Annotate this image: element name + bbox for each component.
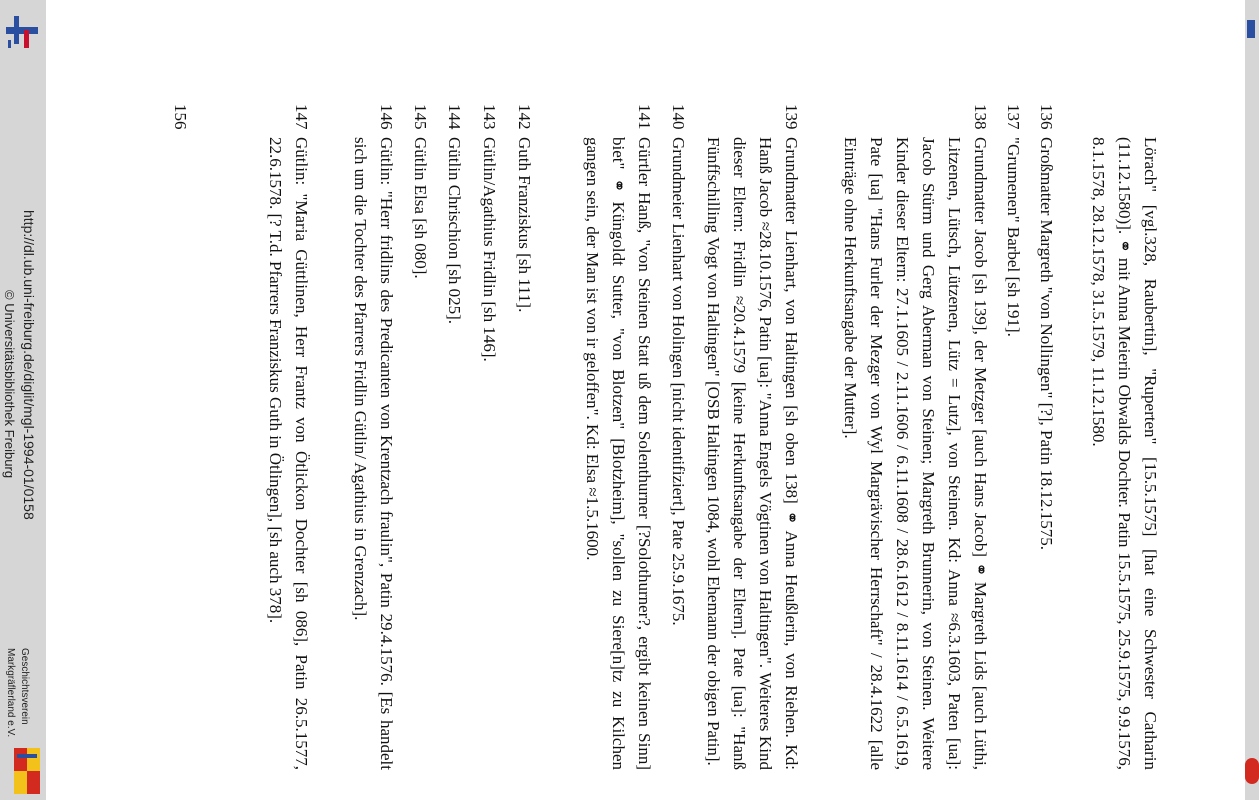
entry-number: 145 xyxy=(411,104,430,130)
entry-number: 138 xyxy=(971,104,990,130)
entry-number: 142 xyxy=(515,104,534,130)
entry-text: Gütlin: "Maria Güttlinen, Herr Frantz von Ötlickon Dochter [sh 086], Patin 26.5.1577, 22.6.1578. [? T.d. Pfarrers Franziskus Guth in Ötlingen], [sh auch 378]. xyxy=(266,137,311,770)
entry-text: Grundmatter Lienhart, von Haltingen [sh oben 138] ⚭ Anna Heußlerin, von Riehen. Kd: Hanß Jacob ≈28.10.1576, Patin [ua]: "Anna Engels Vögtinen von Haltingen". Weiteres Kind dieser Eltern: Fridlin ≈20.4.1579 [keine Herkunftsangabe der Eltern]. Pate [ua]: "Hanß Fünffschilling Vogt von Haltingen" [OSB Haltingen 1084, wohl Ehemann der obigen Patin]. xyxy=(704,137,801,770)
entry-number: 139 xyxy=(782,104,801,130)
entry-number: 146 xyxy=(377,104,396,130)
rotated-page xyxy=(2,0,1259,800)
footer-library: © Universitätsbibliothek Freiburg xyxy=(2,290,17,479)
entry-text: Gütlin Chrischion [sh 025]. xyxy=(445,137,464,324)
entry-text: "Grumenen" Barbel [sh 191]. xyxy=(1004,137,1023,337)
entry-text: Guth Franziskus [sh 111]. xyxy=(515,137,534,313)
footer-society-line1: Geschichtsverein xyxy=(19,648,30,725)
footer-url[interactable]: http://dl.ub.uni-freiburg.de/diglit/mgl-1994-01/0158 xyxy=(21,210,37,520)
entry-number: 137 xyxy=(1004,104,1023,130)
entry-text: Gütlin: "Herr fridlins des Predicanten von Krentzach fraulin", Patin 29.4.1576. [Es handelt sich um die Tochter des Pfarrers Fridlin Gütlin/ Agathius in Grenzach]. xyxy=(351,137,396,770)
entry-text: Gütlin/Agathius Fridlin [sh 146]. xyxy=(480,137,499,362)
entry-number: 136 xyxy=(1037,104,1056,130)
entry-text: Gütlin Elsa [sh 080]. xyxy=(411,137,430,279)
entry-text: Grundmatter Jacob [sh 139], der Metzger [auch Hans Jacob] ⚭ Margreth Lids [auch Lüthi, Litzenen, Lütsch, Lützenen, Lütz = Lutz], von Steinen. Kd: Anna ≈6.3.1603, Paten [ua]: Jacob Stürm und Gerg Aberman von Steinen; Margreth Brunnerin, von Steinen. Weitere Kinder dieser Eltern: 27.1.1605 / 2.11.1606 / 6.11.1608 / 28.6.1612 / 8.11.1614 / 6.5.1619, Pate [ua] "Hans Furler der Mezger von Wyl Margrävischer Herrschaft" / 28.4.1622 [alle Einträge ohne Herkunftsangabe der Mutter]. xyxy=(841,137,990,770)
entry-number: 144 xyxy=(445,104,464,130)
document-page xyxy=(2,0,1259,800)
entry-text: Lörach" [vgl.328, Raubertin], "Ruperten" [15.5.1575] [hat eine Schwester Catharin (11.12.1580)]. ⚭ mit Anna Meierin Obwalds Dochter. Patin 15.5.1575, 25.9.1575, 9.9.1576, 8.1.1578, 28.12.1578, 31.5.1579, 11.12.1580. xyxy=(1089,137,1160,770)
entry-text: Gürtler Hanß, "von Steinen Statt uß dem Solenthurner [?Solothurner?, ergibt keinen Sinn] biet" ⚭ Küngoldt Sutter, "von Blotzen" [Blotzheim], "sollen zu Siere[n]tz zu Kilchen gangen sein, der Man ist von ir geloffen". Kd: Elsa ≈1.5.1600. xyxy=(583,137,654,770)
entry-number: 143 xyxy=(480,104,499,130)
entry-number: 147 xyxy=(292,104,311,130)
entry-number: 140 xyxy=(669,104,688,130)
entry-text: Grundmeier Lienhart von Holingen [nicht identifiziert], Pate 25.9.1675. xyxy=(669,137,688,626)
entry-text: Großmatter Margreth "von Nollingen" [?], Patin 18.12.1575. xyxy=(1037,137,1056,550)
page-number: 156 xyxy=(171,104,190,130)
library-logo-icon xyxy=(6,10,38,50)
entry-number: 141 xyxy=(635,104,654,130)
footer-society-line2: Markgräflerland e.V. xyxy=(5,648,16,738)
society-crest-icon xyxy=(14,748,40,794)
